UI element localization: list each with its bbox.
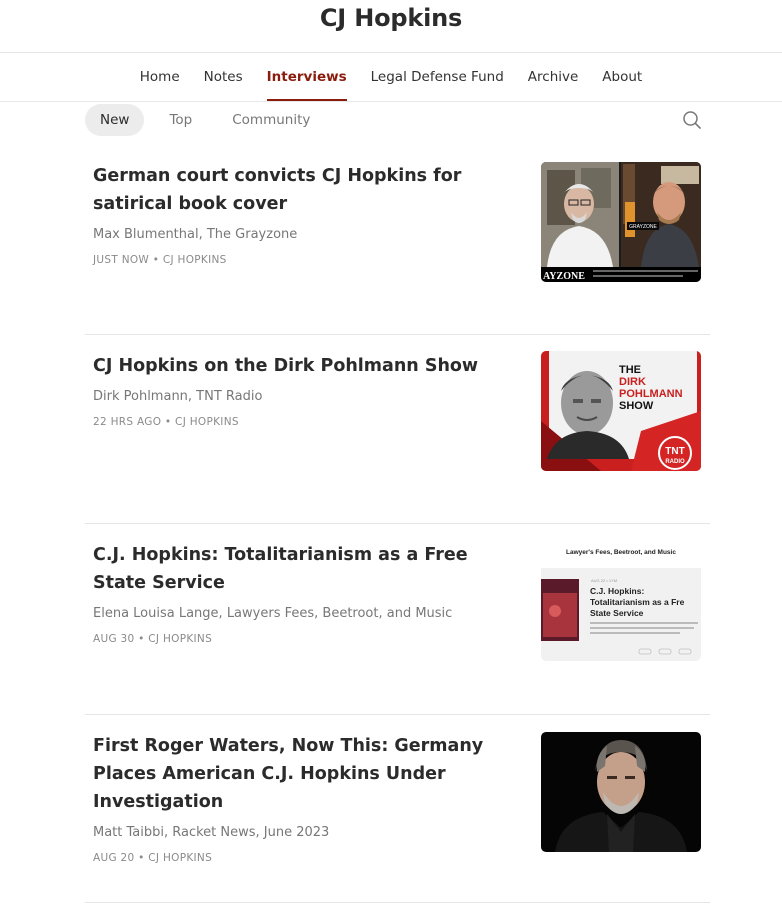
post-meta: AUG 20 • CJ HOPKINS <box>93 852 213 864</box>
post-thumbnail[interactable] <box>541 732 701 852</box>
post-thumbnail[interactable] <box>541 541 701 661</box>
post-subtitle: Matt Taibbi, Racket News, June 2023 <box>93 825 330 840</box>
thumb-pub-header: Lawyer's Fees, Beetroot, and Music <box>566 549 676 556</box>
thumb-post-title2: Totalitarianism as a Fre <box>590 597 685 607</box>
main-nav <box>0 53 782 102</box>
thumb-show-line1: THE <box>619 364 641 376</box>
filter-top[interactable]: Top <box>169 112 193 128</box>
thumb-show-line3: POHLMANN <box>619 388 683 400</box>
post-meta: AUG 30 • CJ HOPKINS <box>93 633 213 645</box>
post-thumbnail[interactable] <box>541 351 701 471</box>
thumb-show-line2: DIRK <box>619 376 646 388</box>
site-title[interactable]: CJ Hopkins <box>319 4 463 32</box>
post-item <box>85 335 710 524</box>
thumb-badge-radio: RADIO <box>665 459 685 465</box>
nav-home[interactable]: Home <box>139 69 180 85</box>
post-meta: JUST NOW • CJ HOPKINS <box>93 254 227 266</box>
thumb-label-grayzone: GRAYZONE <box>629 224 657 230</box>
nav-about[interactable]: About <box>602 69 643 85</box>
thumb-show-line4: SHOW <box>619 400 654 412</box>
post-list <box>85 150 710 903</box>
thumb-post-date: AUG 22 • 1YM <box>591 578 618 583</box>
nav-legal-defense-fund[interactable]: Legal Defense Fund <box>370 69 504 85</box>
post-item <box>85 524 710 715</box>
post-title[interactable]: CJ Hopkins on the Dirk Pohlmann Show <box>93 356 479 376</box>
thumb-badge-tnt: TNT <box>665 446 685 457</box>
search-icon[interactable] <box>682 110 702 130</box>
thumb-post-title3: State Service <box>590 608 644 618</box>
filter-community[interactable]: Community <box>232 112 311 128</box>
site-header <box>0 0 782 53</box>
post-title[interactable]: German court convicts CJ Hopkins for satirical book cover <box>93 166 462 214</box>
post-item <box>85 715 710 903</box>
thumb-post-title1: C.J. Hopkins: <box>590 586 645 596</box>
post-title[interactable]: C.J. Hopkins: Totalitarianism as a Free State Service <box>93 545 468 593</box>
filter-bar <box>85 101 710 139</box>
nav-notes[interactable]: Notes <box>203 69 243 85</box>
nav-archive[interactable]: Archive <box>527 69 579 85</box>
post-subtitle: Elena Louisa Lange, Lawyers Fees, Beetroot, and Music <box>93 606 453 621</box>
post-subtitle: Max Blumenthal, The Grayzone <box>93 227 298 242</box>
post-thumbnail[interactable] <box>541 162 701 282</box>
filter-new[interactable]: New <box>85 104 144 136</box>
post-title[interactable]: First Roger Waters, Now This: Germany Places American C.J. Hopkins Under Investigation <box>93 736 484 812</box>
nav-interviews[interactable]: Interviews <box>267 53 347 101</box>
post-item <box>85 150 710 335</box>
post-meta: 22 HRS AGO • CJ HOPKINS <box>93 416 239 428</box>
thumb-label-ayzone: AYZONE <box>543 271 585 282</box>
post-subtitle: Dirk Pohlmann, TNT Radio <box>93 389 263 404</box>
